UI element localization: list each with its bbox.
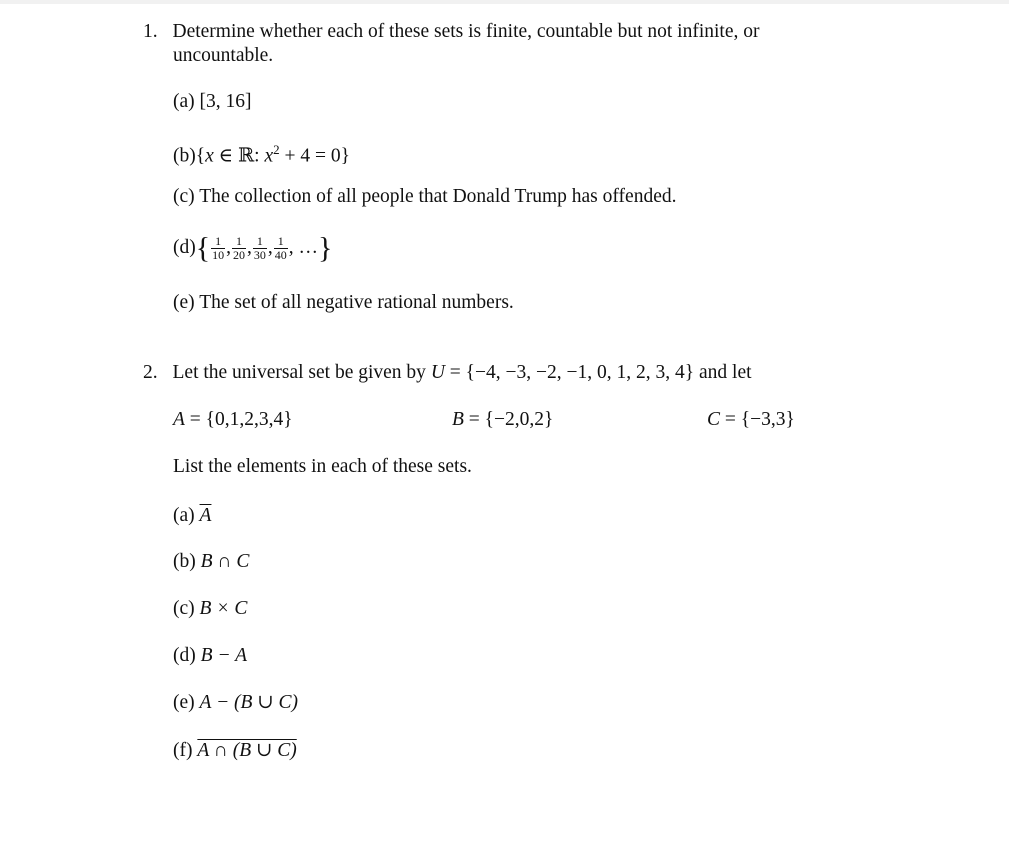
item-expr: B ∩ C bbox=[200, 551, 250, 572]
item-label: (d) bbox=[173, 645, 196, 666]
q2-intro-suffix: and let bbox=[694, 362, 752, 383]
item-label: (f) bbox=[173, 740, 193, 761]
item-label: (c) bbox=[173, 186, 195, 207]
q1-number: 1. bbox=[143, 21, 158, 42]
item-text: The set of all negative rational numbers. bbox=[199, 292, 514, 313]
universal-set-var: U bbox=[430, 362, 445, 383]
q1-text-1: Determine whether each of these sets is finite, countable but not infinite, or bbox=[172, 21, 760, 42]
universal-set-value: = {−4, −3, −2, −1, 0, 1, 2, 3, 4} bbox=[444, 362, 695, 383]
math-brace-open: { bbox=[195, 145, 206, 167]
item-expr: B − A bbox=[200, 645, 248, 666]
q2-item-d bbox=[173, 644, 247, 668]
math-exponent: 2 bbox=[273, 142, 280, 157]
set-c-def: C = {−3,3} bbox=[707, 409, 795, 430]
item-label: (a) bbox=[173, 505, 195, 526]
item-label: (a) bbox=[173, 91, 195, 112]
q1-item-a bbox=[173, 90, 252, 114]
item-expr: A ∩ (B ∪ C) bbox=[197, 740, 297, 761]
math-tail: + 4 = 0} bbox=[279, 145, 350, 167]
set-brace-close: } bbox=[318, 231, 333, 265]
q2-item-b bbox=[173, 550, 249, 574]
item-label: (e) bbox=[173, 292, 195, 313]
item-text: The collection of all people that Donald Trump has offended. bbox=[199, 186, 677, 207]
math-var-x2: x bbox=[264, 145, 274, 167]
top-strip bbox=[0, 0, 1009, 4]
math-var-x: x bbox=[205, 145, 214, 167]
set-a-def: A = {0,1,2,3,4} bbox=[173, 409, 293, 430]
item-label: (c) bbox=[173, 598, 195, 619]
q1-item-e bbox=[173, 291, 514, 315]
fraction-2: $\frac{1}{20}$ bbox=[233, 234, 246, 262]
item-expr: B × C bbox=[199, 598, 248, 619]
set-b-def: B = {−2,0,2} bbox=[452, 409, 554, 430]
q2-line-1 bbox=[143, 361, 752, 385]
q2-list-text: List the elements in each of these sets. bbox=[173, 456, 472, 477]
item-math: [3, 16] bbox=[199, 91, 252, 112]
fraction-1: $\frac{1}{10}$ bbox=[212, 234, 225, 262]
item-label: (b) bbox=[173, 551, 196, 572]
fraction-3: $\frac{1}{30}$ bbox=[253, 234, 266, 262]
set-brace-open: { bbox=[195, 231, 211, 265]
q1-item-d: (d){ $\frac{1}{10}$ , $\frac{1}{20}$ , $\frac{1}{30}$ , $\frac{1}{40}$ , …} bbox=[173, 231, 333, 265]
item-label: (d) bbox=[173, 236, 196, 258]
q1-line-2: uncountable. bbox=[173, 45, 274, 66]
item-label: (b) bbox=[173, 145, 196, 167]
q2-item-f bbox=[173, 739, 297, 763]
ellipsis: … bbox=[298, 236, 319, 258]
q1-line-1 bbox=[143, 20, 759, 44]
item-expr: $\overline{A}$ bbox=[199, 505, 212, 526]
item-expr: A − (B ∪ C) bbox=[199, 692, 298, 713]
q2-item-e bbox=[173, 691, 298, 715]
math-in-reals: ∈ ℝ: bbox=[213, 145, 265, 167]
q2-number: 2. bbox=[143, 362, 158, 383]
fraction-4: $\frac{1}{40}$ bbox=[274, 234, 287, 262]
q2-intro-prefix: Let the universal set be given by bbox=[172, 362, 431, 383]
q1-item-c bbox=[173, 185, 676, 209]
item-label: (e) bbox=[173, 692, 195, 713]
q2-item-c bbox=[173, 597, 247, 621]
q2-item-a bbox=[173, 504, 211, 528]
q1-item-b bbox=[173, 138, 350, 169]
